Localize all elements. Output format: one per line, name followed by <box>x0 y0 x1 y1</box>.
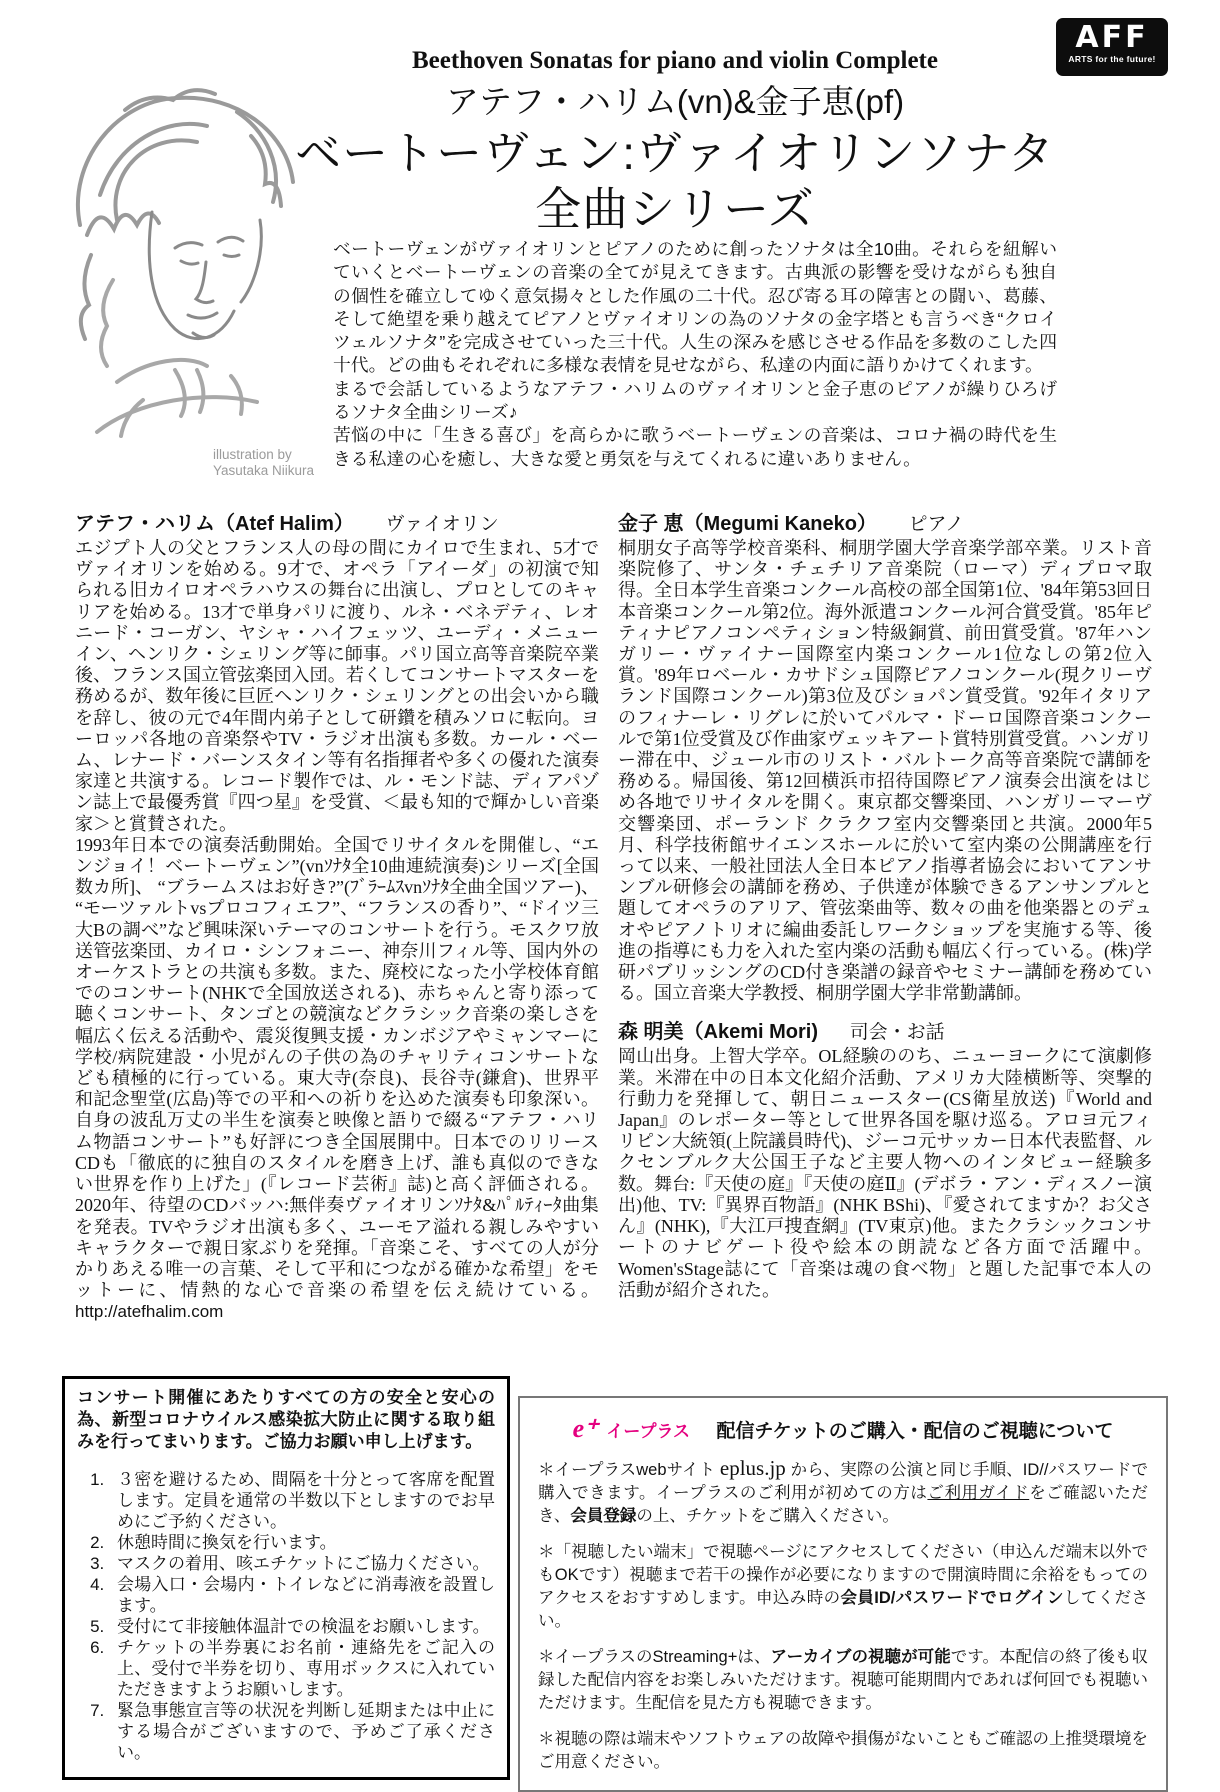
covid-list-item: 3. マスクの着用、咳エチケットにご協力ください。 <box>109 1553 495 1574</box>
streaming-paragraph-4: ＊視聴の際は端末やソフトウェアの故障や損傷がないこともご確認の上推奨環境をご用意ください。 <box>538 1730 1148 1771</box>
bio-atef-paragraph-1: エジプト人の父とフランス人の母の間にカイロで生まれ、5才でヴァイオリンを始める。9才で、オペラ「アイーダ」の初演で知られる旧カイロオペラハウスの舞台に出演し、プロとしてのキャリアを始める。13才で単身パリに渡り、ルネ・ベネデティ、レオニード・コーガン、ヤシャ・ハイフェッツ、ユーディ・メニューイン、ヘンリク・シェリング等に師事。パリ国立高等音楽院卒業後、フランス国立管弦楽団入団。若くしてコンサートマスターを務めるが、数年後に巨匠ヘンリク・シェリングとの出会いから職を辞し、彼の元で4年間内弟子として研鑽を積みソロに転向。ヨーロッパ各地の音楽祭やTV・ラジオ出演も多数。カール・ベーム、レナード・バーンスタイン等有名指揮者や多くの優れた演奏家達と共演する。レコード製作では、ル・モンド誌、ディアパゾン誌上で最優秀賞『四つ星』を受賞、＜最も知的で輝かしい音楽家＞と賞賛された。 <box>75 538 599 834</box>
bio-mori-paragraph-1: 岡山出身。上智大学卒。OL経験ののち、ニューヨークにて演劇修業。米滞在中の日本文化紹介活動、アメリカ大陸横断等、突撃的行動力を発揮して、朝日ニュースター(CS衛星放送)『World and Japan』のレポーター等として世界各国を駆け巡る。アロヨ元フィリピン大統領(上院議員時代)、ジーコ元サッカー日本代表監督、ルクセンブルク大公国王子など主要人物へのインタビュー経験多数。舞台:『天使の庭』『天使の庭Ⅱ』(デボラ・アン・ディスノー演出)他、TV:『異界百物語』(NHK BShi)、『愛されてますか？お父さん』(NHK),『大江戸捜査網』(TV東京)他。またクラシックコンサートのナビゲート役や絵本の朗読など各方面で活躍中。Women'sStage誌にて「音楽は魂の食べ物」と題した記事で本人の活動が紹介された。 <box>618 1046 1152 1300</box>
streaming-paragraph-3 <box>538 1646 1148 1715</box>
bio-kaneko-paragraph-1: 桐朋女子高等学校音楽科、桐朋学園大学音楽学部卒業。リスト音楽院修了、サンタ・チェチリア音楽院（ローマ）ディプロマ取得。全日本学生音楽コンクール高校の部全国第1位、'84年第53回日本音楽コンクール第2位。海外派遣コンクール河合賞受賞。'85年ピティナピアノコンペティション特級銅賞、前田賞受賞。'87年ハンガリー・ヴァイナー国際室内楽コンクール1位なしの第2位入賞。'89年ロベール・カサドシュ国際ピアノコンクール(現クリーヴランド国際コンクール)第3位及びショパン賞受賞。'92年イタリアのフィナーレ・リグレに於いてパルマ・ドーロ国際音楽コンクールで第1位受賞及び作曲家ヴェッキアート賞特別賞受賞。ハンガリー滞在中、ジュール市のリスト・バルトーク高等音楽院で講師を務める。帰国後、第12回横浜市招待国際ピアノ演奏会出演をはじめ各地でリサイタルを開く。東京都交響楽団、ハンガリーマーヴ交響楽団、ポーランド クラクフ室内交響楽団と共演。2000年5月、科学技術館サイエンスホールに於いて室内楽の公開講座を行って以来、一般社団法人全日本ピアノ指導者協会においてアンサンブル研修会の講師を務め、子供達が体験できるアンサンブルと題してオペラのアリア、管弦楽曲等、数々の曲を他楽器とのデュオやピアノトリオに編曲委託しワークショップを実施する等、後進の指導にも力を入れた室内楽の活動も幅広く行っている。(株)学研パブリッシングのCD付き楽譜の録音やセミナー講師を務めている。国立音楽大学教授、桐朋学園大学非常勤講師。 <box>618 538 1152 1004</box>
eplus-logo <box>573 1414 690 1444</box>
bio-atef-paragraph-2 <box>75 835 599 1323</box>
beethoven-sketch-illustration <box>55 70 345 465</box>
streaming-p1-bold-f: 会員登録 <box>570 1507 637 1525</box>
eplus-logo-icon: e⁺ <box>572 1414 598 1443</box>
covid-list-item: 6. チケットの半券裏にお名前・連絡先をご記入の上、受付で半券を切り、専用ボックスに入れていただきますようお願いします。 <box>109 1637 495 1700</box>
bio-body-atef <box>75 538 599 1323</box>
streaming-paragraph-2 <box>538 1541 1148 1633</box>
bio-heading-atef <box>75 512 599 537</box>
bio-name-kaneko: 金子 恵（Megumi Kaneko） <box>618 513 877 535</box>
bio-name-atef: アテフ・ハリム（Atef Halim） <box>75 513 354 535</box>
bio-role-kaneko: ピアノ <box>908 514 964 535</box>
performers-line: アテフ・ハリム(vn)&金子恵(pf) <box>445 83 905 120</box>
bio-heading-mori <box>618 1020 1152 1045</box>
atef-website-link[interactable]: http://atefhalim.com <box>75 1302 224 1322</box>
bio-column-atef-halim <box>75 512 599 1323</box>
streaming-p2-bold-b: 会員ID/パスワードでログイン <box>840 1589 1064 1607</box>
title-japanese-line2: 全曲シリーズ <box>535 183 815 235</box>
illustration-credit <box>213 447 314 479</box>
aff-logo-tagline: ARTS for the future! <box>1068 54 1156 64</box>
bio-heading-kaneko <box>618 512 1152 537</box>
streaming-p1-text-c: から、実際の公演と同じ手順、ID//パスワードで購入できます。イープラスのご利用が初めての方は <box>538 1461 1148 1502</box>
streaming-p3-text-c: です。本配信の終了後も収録した配信内容をお楽しみいただけます。視聴可能期間内であれば何回でも視聴いただけます。生配信を見た方も視聴できます。 <box>538 1648 1148 1712</box>
streaming-p1-text-a: ＊イープラスwebサイト <box>538 1461 720 1479</box>
bio-column-right <box>618 512 1152 1301</box>
intro-text <box>333 238 1057 471</box>
bio-body-kaneko <box>618 538 1152 1004</box>
intro-paragraph-1: ベートーヴェンがヴァイオリンとピアノのために創ったソナタは全10曲。それらを紐解いていくとベートーヴェンの音楽の全てが見えてきます。古典派の影響を受けながらも独自の個性を確立してゆく意気揚々とした作風の二十代。忍び寄る耳の障害との闘い、葛藤、そして絶望を乗り越えてピアノとヴァイオリンの為のソナタの金字塔とも言うべき“クロイツェルソナタ”を完成させていった三十代。人生の深みを感じさせる作品を多数のこした四十代。どの曲もそれぞれに多様な表情を見せながら、私達の内面に語りかけてくれます。 <box>333 239 1057 376</box>
covid-list-item: 4. 会場入口・会場内・トイレなどに消毒液を設置します。 <box>109 1574 495 1616</box>
bio-body-mori <box>618 1046 1152 1300</box>
bio-role-mori: 司会・お話 <box>849 1022 945 1044</box>
streaming-box-title: 配信チケットのご購入・配信のご視聴について <box>716 1420 1114 1442</box>
intro-paragraph-2: まるで会話しているようなアテフ・ハリムのヴァイオリンと金子恵のピアノが繰りひろげるソナタ全曲シリーズ♪ <box>333 378 1057 423</box>
bio-role-atef: ヴァイオリン <box>385 514 499 535</box>
streaming-p3-text-a: ＊イープラスのStreaming+は、 <box>538 1648 771 1666</box>
illustration-credit-line1: illustration by <box>213 447 292 462</box>
eplus-logo-word: イープラス <box>606 1422 690 1441</box>
aff-logo-text: AFF <box>1075 20 1149 55</box>
covid-measures-box <box>62 1376 510 1780</box>
bio-name-mori: 森 明美（Akemi Mori) <box>618 1021 819 1044</box>
illustration-credit-line2: Yasutaka Niikura <box>213 463 315 478</box>
streaming-box-header <box>538 1414 1148 1444</box>
streaming-p2-text-c: してください。 <box>538 1589 1149 1630</box>
bio-block-mori <box>618 1020 1152 1300</box>
streaming-p3-bold-b: アーカイブの視聴が可能 <box>770 1648 951 1666</box>
title-english: Beethoven Sonatas for piano and violin Complete <box>412 47 938 74</box>
covid-list-item: 1. ３密を避けるため、間隔を十分とって客席を配置します。定員を通常の半数以下としますのでお早めにご予約ください。 <box>109 1469 495 1532</box>
covid-box-header: コンサート開催にあたりすべての方の安全と安心の為、新型コロナウイルス感染拡大防止に関する取り組みを行ってまいります。ご協力お願い申し上げます。 <box>77 1388 495 1451</box>
user-guide-link[interactable]: ご利用ガイド <box>927 1484 1030 1502</box>
streaming-paragraph-1 <box>538 1457 1148 1528</box>
eplus-site-link[interactable]: eplus.jp <box>719 1456 786 1480</box>
streaming-info-box <box>518 1396 1168 1792</box>
streaming-p1-text-g: の上、チケットをご購入ください。 <box>636 1507 899 1525</box>
intro-paragraph-3: 苦悩の中に「生きる喜び」を高らかに歌うベートーヴェンの音楽は、コロナ禍の時代を生きる私達の心を癒し、大きな愛と勇気を与えてくれるに違いありません。 <box>333 425 1057 469</box>
covid-list-item: 2. 休憩時間に換気を行います。 <box>109 1532 495 1553</box>
bio-atef-paragraph-2-text: 1993年日本での演奏活動開始。全国でリサイタルを開催し、“エンジョイ！ベートーヴェン”(vnｿﾅﾀ全10曲連続演奏)シリーズ[全国数カ所]、 “ブラームスはお好き?”(ﾌﾞﾗｰﾑｽvnｿﾅﾀ全曲全国ツアー)、 “モーツァルトvsプロコフィエフ”、“フランスの香り”、“ドイツ三大Bの調べ”など興味深いテーマのコンサートを行う。モスクワ放送管弦楽団、カイロ・シンフォニー、神奈川フィル等、国内外のオーケストラとの共演も多数。また、廃校になった小学校体育館でのコンサート(NHKで全国放送される)、赤ちゃんと寄り添って聴くコンサート、タンゴとの競演などクラシック音楽の楽しさを幅広く伝える活動や、震災復興支援・カンボジアやミャンマーに学校/病院建設・小児がんの子供の為のチャリティコンサートなども積極的に行っている。東大寺(奈良)、長谷寺(鎌倉)、世界平和記念聖堂(広島)等での平和への祈りを込めた演奏も印象深い。自身の波乱万丈の半生を演奏と映像と語りで綴る“アテフ・ハリム物語コンサート”も好評につき全国展開中。日本でのリリースCDも「徹底的に独自のスタイルを磨き上げ、誰も真似のできない世界を作り上げた」(『レコード芸術』誌)と高く評価される。2020年、待望のCDバッハ:無伴奏ヴァイオリンｿﾅﾀ&ﾊﾟﾙﾃｨｰﾀ曲集を発表。TVやラジオ出演も多く、ユーモア溢れる親しみやすいキャラクターで親日家ぶりを発揮。「音楽こそ、すべての人が分かりあえる唯一の言葉、そして平和につながる確かな希望」をモットーに、情熱的な心で音楽の希望を伝え続けている。 <box>75 834 599 1301</box>
covid-measures-list <box>77 1469 495 1763</box>
covid-list-item: 7. 緊急事態宣言等の状況を判断し延期または中止にする場合がございますので、予めご了承ください。 <box>109 1700 495 1763</box>
streaming-p1-text-e: をご確認いただき、 <box>538 1484 1148 1525</box>
covid-list-item: 5. 受付にて非接触体温計での検温をお願いします。 <box>109 1616 495 1637</box>
streaming-p2-text-a: ＊「視聴したい端末」で視聴ページにアクセスしてください（申込んだ端末以外でもOKです）視聴まで若干の操作が必要になりますので開演時間に余裕をもってのアクセスをおすすめします。申込み時の <box>538 1543 1148 1607</box>
title-japanese-line1: ベートーヴェン:ヴァイオリンソナタ <box>295 127 1055 179</box>
